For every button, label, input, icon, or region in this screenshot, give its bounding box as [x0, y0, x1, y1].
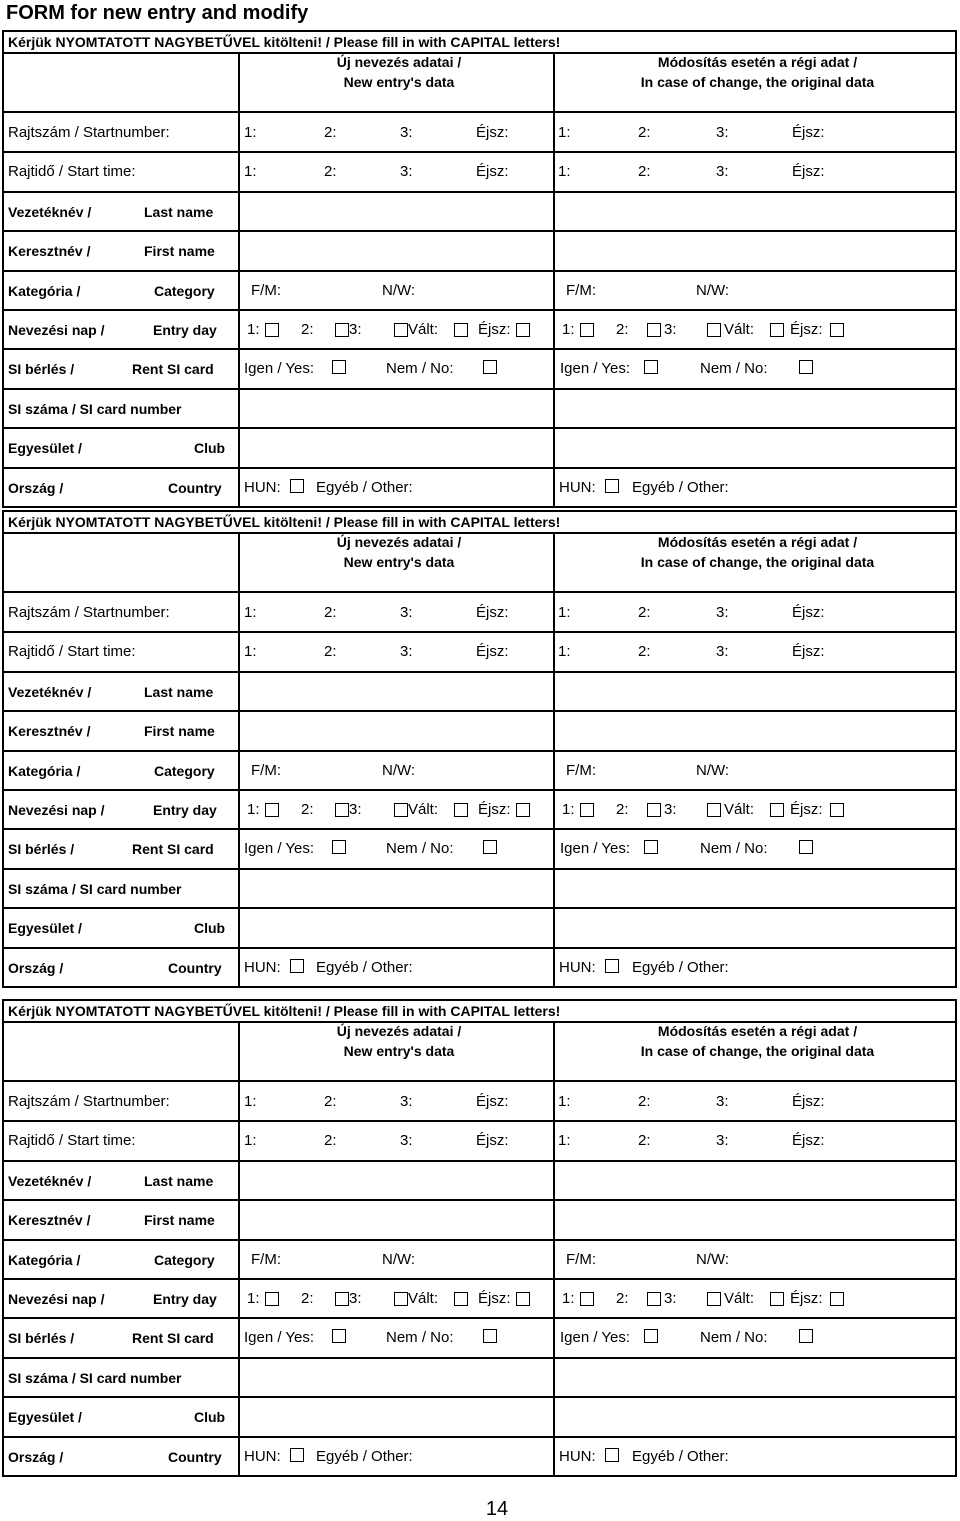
yes-label-new: Igen / Yes: [244, 360, 315, 378]
time-slot-label-1: 2: [324, 1132, 337, 1150]
club-label-hu: Egyesület / [8, 440, 82, 457]
time-slot-label-5: 2: [638, 604, 651, 621]
time-slot-label-2: 3: [400, 643, 413, 661]
valt-label-old: Vált: [724, 801, 755, 818]
day3-checkbox-new[interactable] [394, 1292, 408, 1306]
other-label-old: Egyéb / Other: [632, 958, 729, 976]
ejsz-checkbox-new[interactable] [516, 1292, 530, 1306]
new-data-header-hu: Új nevezés adatai / [336, 1023, 462, 1039]
original-data-header-hu: Módosítás esetén a régi adat / [657, 1023, 858, 1039]
yes-label-old: Igen / Yes: [560, 840, 631, 858]
time-slot-label-6: 3: [716, 163, 729, 181]
fm-label-new: F/M: [251, 761, 281, 779]
original-data-header-en: In case of change, the original data [640, 1043, 875, 1059]
club-label-en: Club [194, 1409, 226, 1426]
firstname-label-en: First name [144, 243, 215, 260]
nw-label-new: N/W: [382, 761, 416, 779]
time-slot-label-4: 1: [558, 1093, 571, 1110]
category-label-en: Category [154, 762, 215, 779]
no-checkbox-old[interactable] [799, 840, 813, 854]
club-label-hu: Egyesület / [8, 920, 82, 937]
nw-label-old: N/W: [696, 281, 730, 299]
category-label-en: Category [154, 1251, 215, 1268]
day2-checkbox-new[interactable] [335, 323, 349, 337]
time-slot-label-4: 1: [558, 604, 571, 621]
new-data-header-hu: Új nevezés adatai / [336, 534, 462, 550]
time-slot-label-3: Éjsz: [476, 1093, 509, 1110]
club-label-en: Club [194, 920, 226, 937]
time-slot-label-5: 2: [638, 643, 651, 661]
lastname-label-hu: Vezetéknév / [8, 1172, 92, 1189]
time-slot-label-3: Éjsz: [476, 1132, 509, 1150]
yes-checkbox-new[interactable] [332, 840, 346, 854]
valt-checkbox-new[interactable] [454, 803, 468, 817]
page-title: FORM for new entry and modify [6, 2, 309, 24]
firstname-label-hu: Keresztnév / [8, 1212, 91, 1229]
day1-checkbox-new[interactable] [265, 803, 279, 817]
day2-checkbox-old[interactable] [647, 1292, 661, 1306]
no-label-new: Nem / No: [386, 840, 454, 858]
category-label-hu: Kategória / [8, 1251, 81, 1268]
time-slot-label-4: 1: [558, 163, 571, 181]
entry-form-block [2, 999, 957, 1477]
form-instruction: Kérjük NYOMTATOTT NAGYBETŰVEL kitölteni! / Please fill in with CAPITAL letters! [8, 514, 561, 530]
no-checkbox-new[interactable] [483, 360, 497, 374]
day2-label-old: 2: [616, 321, 629, 338]
other-label-old: Egyéb / Other: [632, 1447, 729, 1465]
no-label-old: Nem / No: [700, 1329, 768, 1347]
si-rent-label-hu: SI bérlés / [8, 841, 75, 858]
lastname-label-hu: Vezetéknév / [8, 203, 92, 220]
entryday-label-hu: Nevezési nap / [8, 802, 105, 818]
time-slot-label-2: 3: [400, 1093, 413, 1110]
category-label-hu: Kategória / [8, 762, 81, 779]
original-data-header [556, 52, 959, 92]
firstname-label-en: First name [144, 723, 215, 740]
time-slot-label-5: 2: [638, 1093, 651, 1110]
other-label-new: Egyéb / Other: [316, 958, 413, 976]
time-slot-label-7: Éjsz: [792, 163, 825, 181]
day2-label-new: 2: [301, 1290, 314, 1307]
entry-form-block [2, 30, 957, 508]
time-slot-label-3: Éjsz: [476, 124, 509, 141]
no-checkbox-old[interactable] [799, 1329, 813, 1343]
day1-label-old: 1: [562, 801, 575, 818]
hun-checkbox-old[interactable] [605, 479, 619, 493]
si-rent-label-en: Rent SI card [132, 841, 214, 858]
time-slot-label-3: Éjsz: [476, 643, 509, 661]
valt-checkbox-new[interactable] [454, 323, 468, 337]
entryday-label-en: Entry day [153, 322, 217, 338]
club-label-en: Club [194, 440, 226, 457]
category-label-hu: Kategória / [8, 282, 81, 299]
si-rent-label-en: Rent SI card [132, 361, 214, 378]
no-label-old: Nem / No: [700, 360, 768, 378]
valt-checkbox-old[interactable] [770, 323, 784, 337]
hun-label-new: HUN: [244, 478, 281, 496]
yes-label-new: Igen / Yes: [244, 840, 315, 858]
time-slot-label-6: 3: [716, 643, 729, 661]
country-label-en: Country [168, 1448, 222, 1465]
day1-label-new: 1: [247, 801, 260, 818]
time-slot-label-1: 2: [324, 1093, 337, 1110]
day3-checkbox-old[interactable] [707, 803, 721, 817]
time-slot-label-2: 3: [400, 163, 413, 181]
fm-label-new: F/M: [251, 1250, 281, 1268]
starttime-label: Rajtidő / Start time: [8, 643, 136, 661]
hun-checkbox-old[interactable] [605, 959, 619, 973]
valt-checkbox-old[interactable] [770, 1292, 784, 1306]
entryday-label-en: Entry day [153, 802, 217, 818]
yes-label-old: Igen / Yes: [560, 360, 631, 378]
yes-checkbox-old[interactable] [644, 360, 658, 374]
hun-checkbox-new[interactable] [290, 1448, 304, 1462]
day1-checkbox-old[interactable] [580, 1292, 594, 1306]
new-data-header-en: New entry's data [343, 74, 455, 90]
firstname-label-hu: Keresztnév / [8, 243, 91, 260]
club-label-hu: Egyesület / [8, 1409, 82, 1426]
yes-checkbox-new[interactable] [332, 1329, 346, 1343]
si-number-label: SI száma / SI card number [8, 1369, 182, 1386]
new-data-header-en: New entry's data [343, 554, 455, 570]
day2-label-old: 2: [616, 1290, 629, 1307]
day1-checkbox-new[interactable] [265, 323, 279, 337]
time-slot-label-4: 1: [558, 1132, 571, 1150]
day3-checkbox-new[interactable] [394, 803, 408, 817]
time-slot-label-3: Éjsz: [476, 604, 509, 621]
day2-label-old: 2: [616, 801, 629, 818]
time-slot-label-7: Éjsz: [792, 124, 825, 141]
lastname-label-en: Last name [144, 203, 214, 220]
new-data-header [242, 1021, 556, 1061]
country-label-hu: Ország / [8, 479, 64, 496]
valt-checkbox-old[interactable] [770, 803, 784, 817]
valt-label-new: Vált: [408, 321, 439, 338]
valt-label-new: Vált: [408, 1290, 439, 1307]
ejsz-checkbox-new[interactable] [516, 323, 530, 337]
nw-label-old: N/W: [696, 761, 730, 779]
day2-checkbox-old[interactable] [647, 803, 661, 817]
starttime-label: Rajtidő / Start time: [8, 163, 136, 181]
day1-checkbox-old[interactable] [580, 803, 594, 817]
hun-label-old: HUN: [559, 478, 596, 496]
no-label-new: Nem / No: [386, 1329, 454, 1347]
day3-checkbox-new[interactable] [394, 323, 408, 337]
other-label-new: Egyéb / Other: [316, 478, 413, 496]
time-slot-label-7: Éjsz: [792, 1132, 825, 1150]
hun-label-old: HUN: [559, 958, 596, 976]
no-checkbox-old[interactable] [799, 360, 813, 374]
lastname-label-en: Last name [144, 1172, 214, 1189]
time-slot-label-6: 3: [716, 604, 729, 621]
original-data-header-hu: Módosítás esetén a régi adat / [657, 54, 858, 70]
si-number-label: SI száma / SI card number [8, 880, 182, 897]
valt-label-old: Vált: [724, 321, 755, 338]
ejsz-label-old: Éjsz: [790, 1290, 823, 1307]
time-slot-label-0: 1: [244, 1093, 257, 1110]
ejsz-label-old: Éjsz: [790, 801, 823, 818]
startnumber-label: Rajtszám / Startnumber: [8, 1093, 170, 1110]
entryday-label-hu: Nevezési nap / [8, 322, 105, 338]
time-slot-label-2: 3: [400, 1132, 413, 1150]
nw-label-new: N/W: [382, 1250, 416, 1268]
day2-checkbox-old[interactable] [647, 323, 661, 337]
day1-checkbox-new[interactable] [265, 1292, 279, 1306]
time-slot-label-0: 1: [244, 124, 257, 141]
time-slot-label-5: 2: [638, 163, 651, 181]
time-slot-label-0: 1: [244, 643, 257, 661]
ejsz-checkbox-old[interactable] [830, 803, 844, 817]
entryday-label-hu: Nevezési nap / [8, 1291, 105, 1307]
valt-checkbox-new[interactable] [454, 1292, 468, 1306]
original-data-header [556, 1021, 959, 1061]
day2-label-new: 2: [301, 801, 314, 818]
fm-label-new: F/M: [251, 281, 281, 299]
fm-label-old: F/M: [566, 761, 596, 779]
no-label-new: Nem / No: [386, 360, 454, 378]
hun-checkbox-new[interactable] [290, 959, 304, 973]
no-checkbox-new[interactable] [483, 840, 497, 854]
new-data-header [242, 52, 556, 92]
yes-checkbox-new[interactable] [332, 360, 346, 374]
original-data-header [556, 532, 959, 572]
day1-label-old: 1: [562, 1290, 575, 1307]
time-slot-label-6: 3: [716, 124, 729, 141]
time-slot-label-3: Éjsz: [476, 163, 509, 181]
time-slot-label-7: Éjsz: [792, 643, 825, 661]
si-rent-label-en: Rent SI card [132, 1330, 214, 1347]
time-slot-label-1: 2: [324, 124, 337, 141]
si-rent-label-hu: SI bérlés / [8, 1330, 75, 1347]
nw-label-new: N/W: [382, 281, 416, 299]
time-slot-label-0: 1: [244, 1132, 257, 1150]
country-label-hu: Ország / [8, 959, 64, 976]
time-slot-label-0: 1: [244, 163, 257, 181]
lastname-label-en: Last name [144, 683, 214, 700]
time-slot-label-1: 2: [324, 643, 337, 661]
category-label-en: Category [154, 282, 215, 299]
day1-label-old: 1: [562, 321, 575, 338]
firstname-label-en: First name [144, 1212, 215, 1229]
hun-checkbox-new[interactable] [290, 479, 304, 493]
other-label-new: Egyéb / Other: [316, 1447, 413, 1465]
ejsz-label-new: Éjsz: [478, 1290, 511, 1307]
no-label-old: Nem / No: [700, 840, 768, 858]
page-number: 14 [485, 1498, 509, 1520]
no-checkbox-new[interactable] [483, 1329, 497, 1343]
original-data-header-en: In case of change, the original data [640, 74, 875, 90]
valt-label-new: Vált: [408, 801, 439, 818]
fm-label-old: F/M: [566, 281, 596, 299]
yes-label-old: Igen / Yes: [560, 1329, 631, 1347]
time-slot-label-6: 3: [716, 1132, 729, 1150]
country-label-en: Country [168, 959, 222, 976]
new-data-header [242, 532, 556, 572]
country-label-hu: Ország / [8, 1448, 64, 1465]
original-data-header-en: In case of change, the original data [640, 554, 875, 570]
valt-label-old: Vált: [724, 1290, 755, 1307]
time-slot-label-1: 2: [324, 604, 337, 621]
firstname-label-hu: Keresztnév / [8, 723, 91, 740]
ejsz-label-new: Éjsz: [478, 801, 511, 818]
startnumber-label: Rajtszám / Startnumber: [8, 124, 170, 141]
time-slot-label-0: 1: [244, 604, 257, 621]
day3-checkbox-old[interactable] [707, 1292, 721, 1306]
new-data-header-en: New entry's data [343, 1043, 455, 1059]
day1-label-new: 1: [247, 321, 260, 338]
hun-label-new: HUN: [244, 1447, 281, 1465]
form-instruction: Kérjük NYOMTATOTT NAGYBETŰVEL kitölteni! / Please fill in with CAPITAL letters! [8, 34, 561, 50]
time-slot-label-7: Éjsz: [792, 604, 825, 621]
time-slot-label-5: 2: [638, 1132, 651, 1150]
ejsz-label-old: Éjsz: [790, 321, 823, 338]
yes-checkbox-old[interactable] [644, 1329, 658, 1343]
day3-label-old: 3: [664, 321, 677, 338]
form-instruction: Kérjük NYOMTATOTT NAGYBETŰVEL kitölteni! / Please fill in with CAPITAL letters! [8, 1003, 561, 1019]
starttime-label: Rajtidő / Start time: [8, 1132, 136, 1150]
fm-label-old: F/M: [566, 1250, 596, 1268]
original-data-header-hu: Módosítás esetén a régi adat / [657, 534, 858, 550]
other-label-old: Egyéb / Other: [632, 478, 729, 496]
ejsz-checkbox-old[interactable] [830, 323, 844, 337]
hun-label-new: HUN: [244, 958, 281, 976]
entry-form-block [2, 510, 957, 988]
hun-checkbox-old[interactable] [605, 1448, 619, 1462]
time-slot-label-6: 3: [716, 1093, 729, 1110]
day3-label-new: 3: [349, 321, 362, 338]
time-slot-label-4: 1: [558, 124, 571, 141]
new-data-header-hu: Új nevezés adatai / [336, 54, 462, 70]
ejsz-checkbox-old[interactable] [830, 1292, 844, 1306]
nw-label-old: N/W: [696, 1250, 730, 1268]
day3-label-new: 3: [349, 1290, 362, 1307]
lastname-label-hu: Vezetéknév / [8, 683, 92, 700]
ejsz-checkbox-new[interactable] [516, 803, 530, 817]
entryday-label-en: Entry day [153, 1291, 217, 1307]
day3-label-old: 3: [664, 801, 677, 818]
hun-label-old: HUN: [559, 1447, 596, 1465]
time-slot-label-1: 2: [324, 163, 337, 181]
day2-checkbox-new[interactable] [335, 803, 349, 817]
time-slot-label-2: 3: [400, 604, 413, 621]
ejsz-label-new: Éjsz: [478, 321, 511, 338]
time-slot-label-2: 3: [400, 124, 413, 141]
startnumber-label: Rajtszám / Startnumber: [8, 604, 170, 621]
yes-label-new: Igen / Yes: [244, 1329, 315, 1347]
time-slot-label-4: 1: [558, 643, 571, 661]
day1-label-new: 1: [247, 1290, 260, 1307]
day3-label-new: 3: [349, 801, 362, 818]
time-slot-label-5: 2: [638, 124, 651, 141]
country-label-en: Country [168, 479, 222, 496]
yes-checkbox-old[interactable] [644, 840, 658, 854]
day2-checkbox-new[interactable] [335, 1292, 349, 1306]
day3-checkbox-old[interactable] [707, 323, 721, 337]
day3-label-old: 3: [664, 1290, 677, 1307]
day1-checkbox-old[interactable] [580, 323, 594, 337]
si-number-label: SI száma / SI card number [8, 400, 182, 417]
day2-label-new: 2: [301, 321, 314, 338]
time-slot-label-7: Éjsz: [792, 1093, 825, 1110]
si-rent-label-hu: SI bérlés / [8, 361, 75, 378]
